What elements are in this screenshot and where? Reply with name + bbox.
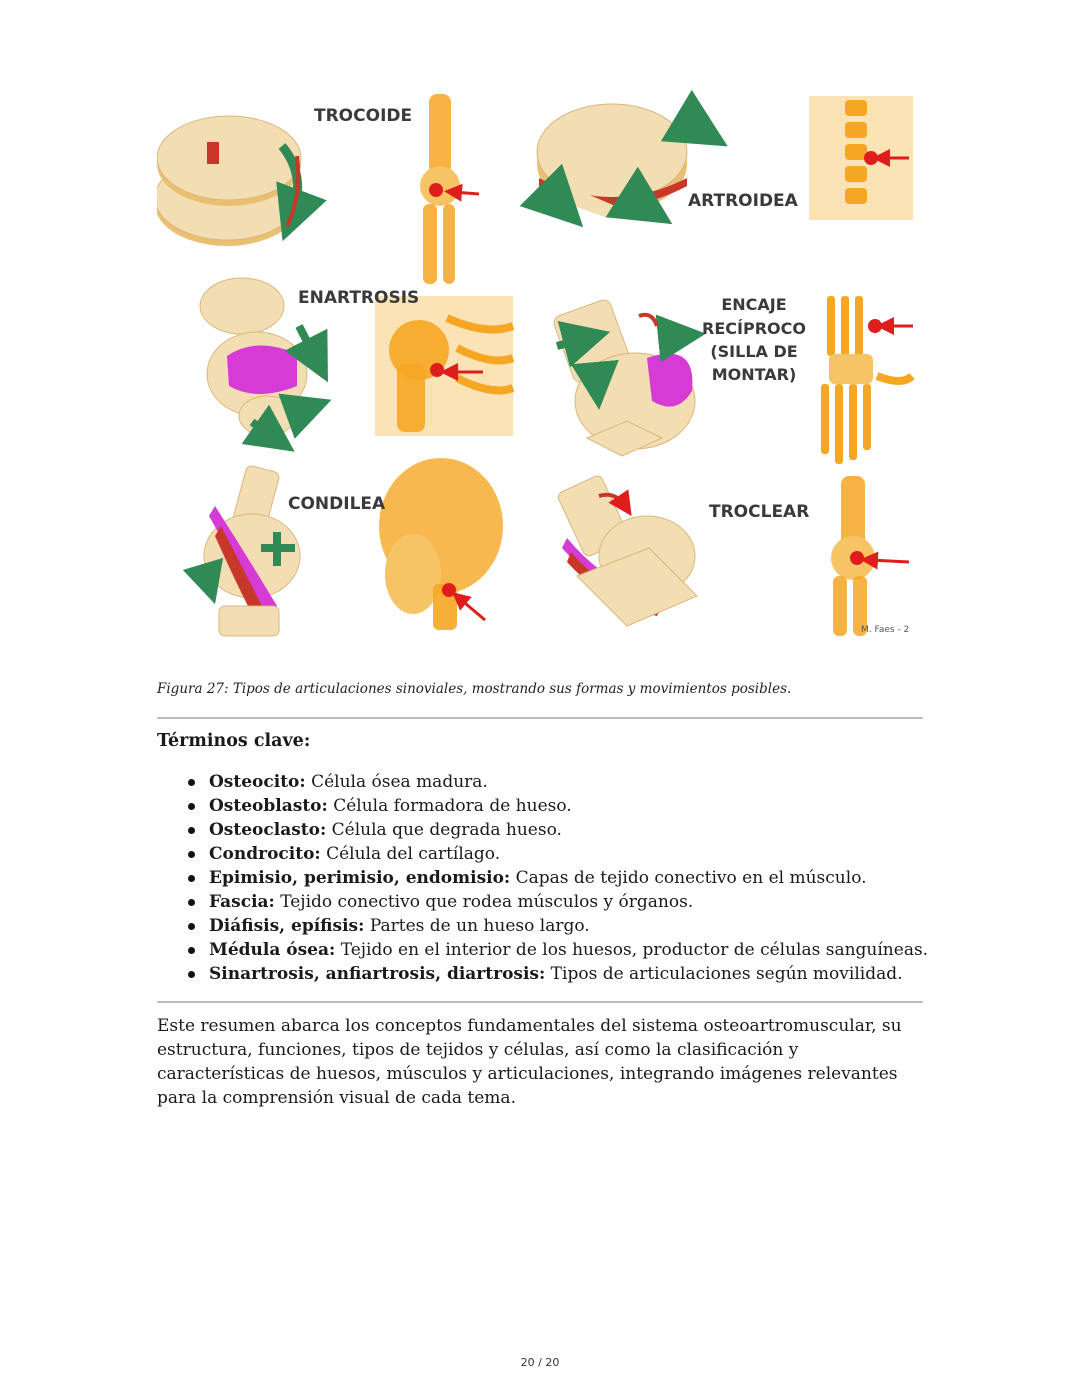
condilea-skeleton [379, 458, 503, 630]
list-item [209, 962, 929, 986]
list-item [209, 914, 929, 938]
term: Osteoblasto: [209, 796, 328, 816]
enartrosis-skeleton [375, 296, 513, 436]
figure-caption: Figura 27: Tipos de articulaciones sinoviales, mostrando sus formas y movimientos posibles. [157, 681, 792, 697]
encaje-reciproco-joint-model [552, 298, 695, 456]
label-condilea: CONDILEA [288, 494, 386, 514]
encaje-reciproco-skeleton [821, 296, 913, 464]
joints-illustration [157, 86, 923, 646]
summary-paragraph: Este resumen abarca los conceptos fundamentales del sistema osteoartromuscular, su estructura, funciones, tipos de tejidos y células, así como la clasificación y características de huesos, músculos y articulaciones, integrando imágenes relevantes para la comprensión visual de cada tema. [157, 1016, 902, 1108]
list-item [209, 890, 929, 914]
term: Condrocito: [209, 844, 321, 864]
label-encaje-line3: (SILLA DE [710, 342, 798, 361]
list-item [209, 770, 929, 794]
label-trocoide: TROCOIDE [314, 106, 413, 126]
label-artroidea: ARTROIDEA [688, 191, 798, 211]
artroidea-joint-model [537, 104, 702, 218]
term: Epimisio, perimisio, endomisio: [209, 868, 511, 888]
artroidea-skeleton [809, 96, 913, 220]
label-encaje-line2: RECÍPROCO [702, 319, 806, 338]
figure-credit: M. Faes - 2 [861, 625, 910, 635]
list-item [209, 866, 929, 890]
definition: Célula del cartílago. [320, 844, 501, 864]
label-encaje-line1: ENCAJE [721, 295, 787, 314]
synovial-joints-figure [157, 86, 923, 646]
key-terms-list [209, 770, 929, 986]
divider [157, 1001, 923, 1003]
label-encaje-line4: MONTAR) [711, 365, 797, 384]
term: Osteoclasto: [209, 820, 327, 840]
key-terms-heading: Términos clave: [157, 731, 311, 751]
list-item [209, 842, 929, 866]
term: Osteocito: [209, 772, 306, 792]
definition: Capas de tejido conectivo en el músculo. [510, 868, 867, 888]
label-troclear: TROCLEAR [709, 502, 810, 522]
term: Fascia: [209, 892, 275, 912]
trocoide-skeleton [420, 94, 479, 284]
page-number: 20 / 20 [520, 1356, 560, 1369]
definition: Tejido en el interior de los huesos, productor de células sanguíneas. [335, 940, 929, 960]
condilea-joint-model [203, 465, 300, 636]
term: Sinartrosis, anfiartrosis, diartrosis: [209, 964, 546, 984]
list-item [209, 818, 929, 842]
list-item [209, 938, 929, 962]
definition: Célula formadora de hueso. [327, 796, 572, 816]
definition: Célula que degrada hueso. [326, 820, 562, 840]
troclear-joint-model [556, 474, 697, 626]
troclear-skeleton [831, 476, 909, 636]
label-enartrosis: ENARTROSIS [298, 288, 420, 308]
definition: Tejido conectivo que rodea músculos y órganos. [274, 892, 694, 912]
definition: Célula ósea madura. [305, 772, 488, 792]
term: Médula ósea: [209, 940, 336, 960]
definition: Tipos de articulaciones según movilidad. [545, 964, 903, 984]
definition: Partes de un hueso largo. [364, 916, 590, 936]
list-item [209, 794, 929, 818]
term: Diáfisis, epífisis: [209, 916, 365, 936]
trocoide-joint-model [157, 116, 301, 246]
divider [157, 717, 923, 719]
